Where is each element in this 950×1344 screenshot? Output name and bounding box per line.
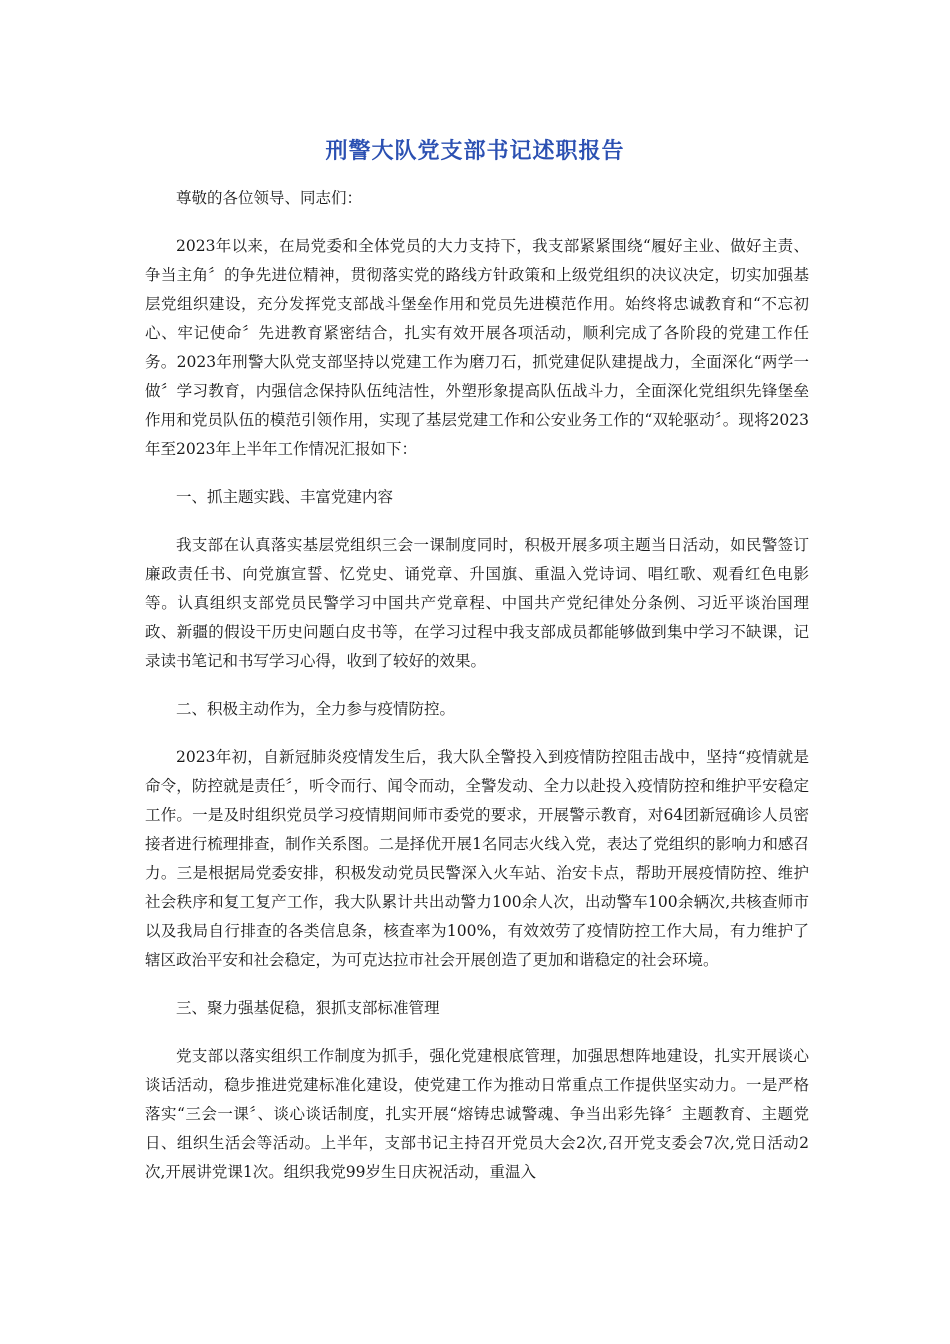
section-3-heading: 三、聚力强基促稳，狠抓支部标准管理 [176,999,440,1017]
document-title: 刑警大队党支部书记述职报告 [325,139,625,164]
section-3-paragraph: 党支部以落实组织工作制度为抓手，强化党建根底管理，加强思想阵地建设，扎实开展谈心谈话活动，稳步推进党建标准化建设，使党建工作为推动日常重点工作提供坚实动力。一是严格落实“三会一课〞、谈心谈话制度，扎实开展“熔铸忠诚警魂、争当出彩先锋〞主题教育、主题党日、组织生活会等活动。上半年，支部书记主持召开党员大会2次,召开党支委会7次,党日活动2次,开展讲党课1次。组织我党99岁生日庆祝活动，重温入 [145,1047,809,1181]
document-body [145,184,809,1206]
intro-paragraph: 2023年以来，在局党委和全体党员的大力支持下，我支部紧紧围绕“履好主业、做好主责、争当主角〞的争先进位精神，贯彻落实党的路线方针政策和上级党组织的决议决定，切实加强基层党组织建设，充分发挥党支部战斗堡垒作用和党员先进模范作用。始终将忠诚教育和“不忘初心、牢记使命〞先进教育紧密结合，扎实有效开展各项活动，顺利完成了各阶段的党建工作任务。2023年刑警大队党支部坚持以党建工作为磨刀石，抓党建促队建提战力，全面深化“两学一做〞学习教育，内强信念保持队伍纯洁性，外塑形象提高队伍战斗力，全面深化党组织先锋堡垒作用和党员队伍的模范引领作用，实现了基层党建工作和公安业务工作的“双轮驱动〞。现将2023年至2023年上半年工作情况汇报如下： [145,237,809,458]
section-2-heading: 二、积极主动作为，全力参与疫情防控。 [176,700,456,718]
salutation: 尊敬的各位领导、同志们： [176,189,363,207]
section-2-paragraph: 2023年初，自新冠肺炎疫情发生后，我大队全警投入到疫情防控阻击战中，坚持“疫情就是命令，防控就是责任〞，听令而行、闻令而动，全警发动、全力以赴投入疫情防控和维护平安稳定工作。一是及时组织党员学习疫情期间师市委党的要求，开展警示教育，对64团新冠确诊人员密接者进行梳理排查，制作关系图。二是择优开展1名同志火线入党，表达了党组织的影响力和感召力。三是根据局党委安排，积极发动党员民警深入火车站、治安卡点，帮助开展疫情防控、维护社会秩序和复工复产工作，我大队累计共出动警力100余人次，出动警车100余辆次,共核查师市以及我局自行排查的各类信息条，核查率为100%，有效效劳了疫情防控工作大局，有力维护了辖区政治平安和社会稳定，为可克达拉市社会开展创造了更加和谐稳定的社会环境。 [145,748,809,969]
section-1-paragraph: 我支部在认真落实基层党组织三会一课制度同时，积极开展多项主题当日活动，如民警签订廉政责任书、向党旗宣誓、忆党史、诵党章、升国旗、重温入党诗词、唱红歌、观看红色电影等。认真组织支部党员民警学习中国共产党章程、中国共产党纪律处分条例、习近平谈治国理政、新疆的假设干历史问题白皮书等，在学习过程中我支部成员都能够做到集中学习不缺课，记录读书笔记和书写学习心得，收到了较好的效果。 [145,536,809,670]
section-1-heading: 一、抓主题实践、丰富党建内容 [176,488,394,506]
